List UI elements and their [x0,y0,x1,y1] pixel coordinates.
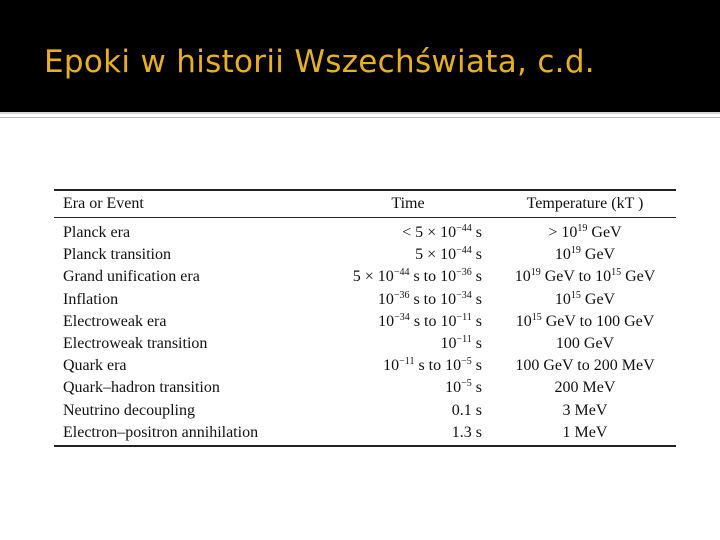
divider-line [0,112,720,114]
row-time: $10^{-11}$ s to $10^{-5}$ s [383,356,482,375]
row-time: $10^{-36}$ s to $10^{-34}$ s [377,289,482,308]
row-temperature: $10^{19}$ GeV to $10^{15}$ GeV [514,267,656,286]
row-temperature: 1 MeV [562,423,608,441]
row-event: Planck era [63,224,131,241]
row-time: 1.3 s [451,423,482,441]
row-temperature: $10^{19}$ GeV [554,245,616,264]
row-time: $10^{-11}$ s [440,334,482,352]
table-bottom-rule [54,445,676,447]
row-event: Neutrino decoupling [63,401,195,419]
row-temperature: 3 MeV [562,401,608,419]
table-header-rule [54,217,676,218]
row-event: Grand unification era [63,268,200,286]
slide-title: Epoki w historii Wszechświata, c.d. [44,44,595,80]
divider-line-thin [0,117,720,118]
row-event: Electron–positron annihilation [63,423,259,441]
table-top-rule [54,189,676,191]
header-time: Time [391,195,425,212]
row-time: $5 \times 10^{-44}$ s [415,245,482,264]
row-event: Electroweak era [63,312,167,330]
row-temperature: 100 GeV [555,335,615,352]
row-temperature: $10^{15}$ GeV [554,289,616,308]
row-event: Inflation [63,290,119,308]
row-temperature: > $10^{19}$ GeV [548,223,622,241]
row-time: $10^{-5}$ s [445,378,482,397]
header-temperature: Temperature (kT ) [526,195,644,212]
row-event: Electroweak transition [63,335,208,352]
row-time: 0.1 s [451,401,482,419]
row-time: $10^{-34}$ s to $10^{-11}$ s [378,311,482,330]
row-time: < $5 \times 10^{-44}$ s [402,223,482,241]
row-temperature: $10^{15}$ GeV to 100 GeV [515,311,655,330]
header-event: Era or Event [63,195,144,212]
row-temperature: 100 GeV to 200 MeV [515,357,655,375]
row-time: $5 \times 10^{-44}$ s to $10^{-36}$ s [352,267,482,286]
row-temperature: 200 MeV [554,379,616,397]
row-event: Quark era [63,357,127,375]
title-bar [0,0,720,112]
row-event: Quark–hadron transition [63,379,220,397]
row-event: Planck transition [63,246,171,264]
